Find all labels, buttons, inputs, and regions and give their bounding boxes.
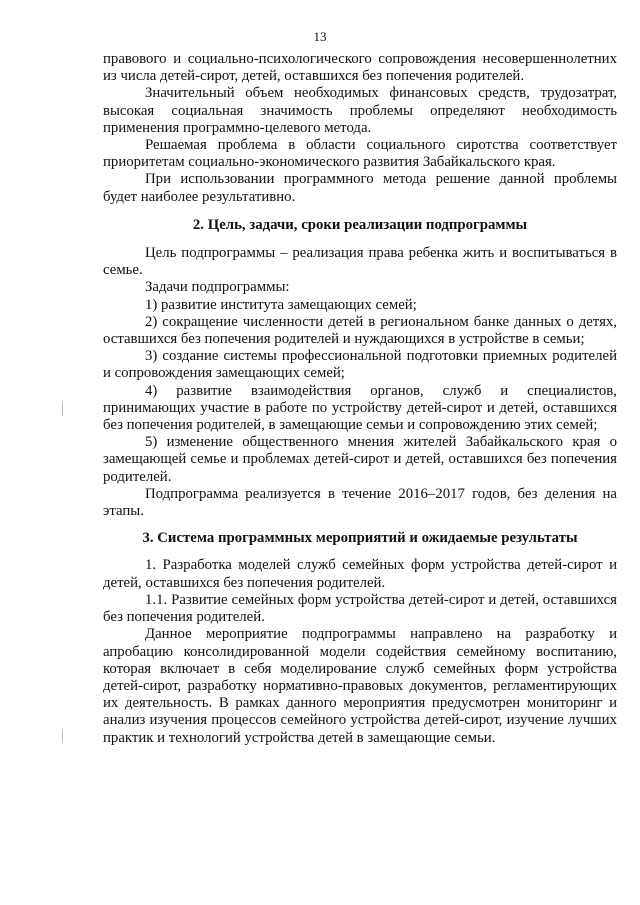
measure-subitem: 1.1. Развитие семейных форм устройства детей-сирот и детей, оставшихся без попечения родителей. xyxy=(103,591,617,626)
document-body xyxy=(103,51,617,747)
scan-margin-mark xyxy=(62,402,63,416)
paragraph: Решаемая проблема в области социального сиротства соответствует приоритетам социально-экономического развития Забайкальского края. xyxy=(103,137,617,171)
section-heading: 2. Цель, задачи, сроки реализации подпрограммы xyxy=(192,216,528,233)
section-heading: 3. Система программных мероприятий и ожидаемые результаты xyxy=(142,530,578,547)
task-item: 2) сокращение численности детей в региональном банке данных о детях, оставшихся без попечения родителей и нуждающихся в устройстве в семьи; xyxy=(103,313,617,348)
paragraph: Значительный объем необходимых финансовых средств, трудозатрат, высокая социальная значимость проблемы определяют необходимость применения программно-целевого метода. xyxy=(103,85,617,136)
task-item: 1) развитие института замещающих семей; xyxy=(145,296,417,313)
task-item: 3) создание системы профессиональной подготовки приемных родителей и сопровождения замещающих семей; xyxy=(103,348,617,382)
paragraph: При использовании программного метода решение данной проблемы будет наиболее результативно. xyxy=(103,171,617,205)
page-number: 13 xyxy=(313,29,327,44)
measure-item: 1. Разработка моделей служб семейных форм устройства детей-сирот и детей, оставшихся без попечения родителей. xyxy=(103,557,617,591)
task-item: 5) изменение общественного мнения жителей Забайкальского края о замещающей семье и проблемах детей-сирот и детей, оставшихся без попечения родителей. xyxy=(103,434,617,485)
paragraph: правового и социально-психологического сопровождения несовершеннолетних из числа детей-сирот, детей, оставшихся без попечения родителей. xyxy=(103,51,617,85)
goal-paragraph: Цель подпрограммы – реализация права ребенка жить и воспитываться в семье. xyxy=(103,245,617,279)
measure-description: Данное мероприятие подпрограммы направлено на разработку и апробацию консолидированной модели содействия семейному воспитанию, которая включает в себя моделирование служб семейных форм устройства детей-сирот, разработку нормативно-правовых документов, регламентирующих их деятельность. В рамках данного мероприятия предусмотрен мониторинг и анализ изучения процессов семейного устройства детей-сирот, изучение лучших практик и технологий устройства детей в замещающие семьи. xyxy=(103,626,617,746)
period-paragraph: Подпрограмма реализуется в течение 2016–2017 годов, без деления на этапы. xyxy=(103,485,617,520)
scan-margin-mark xyxy=(62,730,63,742)
tasks-label: Задачи подпрограммы: xyxy=(145,279,290,296)
task-item: 4) развитие взаимодействия органов, служб и специалистов, принимающих участие в работе по устройству детей-сирот и детей, оставшихся без попечения родителей, в замещающие семьи и сопровождению этих семей; xyxy=(103,382,617,434)
